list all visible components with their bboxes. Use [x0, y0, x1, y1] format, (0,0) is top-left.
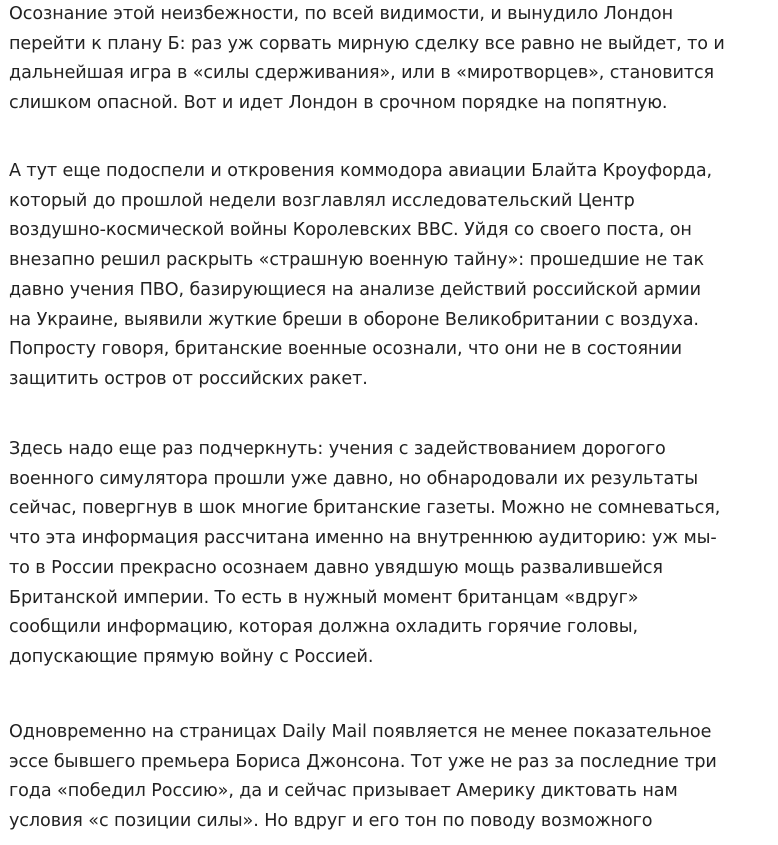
- paragraph-line: дальнейшая игра в «силы сдерживания», или в «миротворцев», становится: [9, 63, 715, 84]
- paragraph-line: допускающие прямую войну с Россией.: [9, 646, 374, 667]
- paragraph-line: то в России прекрасно осознаем давно увядшую мощь развалившейся: [9, 557, 663, 578]
- paragraph-line: Здесь надо еще раз подчеркнуть: учения с задействованием дорогого: [9, 439, 666, 459]
- paragraph-line: Попросту говоря, британские военные осознали, что они не в состоянии: [9, 339, 682, 360]
- paragraph-line: года «победил Россию», да и сейчас призывает Америку диктовать нам: [9, 781, 678, 802]
- paragraph-line: внезапно решил раскрыть «страшную военную тайну»: прошедшие не так: [9, 250, 705, 271]
- paragraph-line: Одновременно на страницах Daily Mail появляется не менее показательное: [9, 722, 712, 742]
- paragraph-line: сообщили информацию, которая должна охладить горячие головы,: [9, 617, 639, 638]
- paragraph-line: воздушно-космической войны Королевских ВВС. Уйдя со своего поста, он: [9, 220, 692, 241]
- article-paragraph-2: [9, 157, 774, 395]
- paragraph-line: сейчас, повергнув в шок многие британские газеты. Можно не сомневаться,: [9, 498, 721, 519]
- paragraph-line: что эта информация рассчитана именно на внутреннюю аудиторию: уж мы-: [9, 528, 717, 549]
- paragraph-line: Осознание этой неизбежности, по всей видимости, и вынудило Лондон: [9, 4, 673, 24]
- paragraph-line: защитить остров от российских ракет.: [9, 368, 368, 389]
- paragraph-line: эссе бывшего премьера Бориса Джонсона. Тот уже не раз за последние три: [9, 751, 717, 772]
- paragraph-line: Британской империи. То есть в нужный момент британцам «вдруг»: [9, 587, 639, 608]
- article-paragraph-3: [9, 435, 774, 673]
- paragraph-line: на Украине, выявили жуткие бреши в обороне Великобритании с воздуха.: [9, 309, 699, 330]
- article-paragraph-1: [9, 0, 774, 119]
- paragraph-line: слишком опасной. Вот и идет Лондон в срочном порядке на попятную.: [9, 93, 668, 114]
- paragraph-line: перейти к плану Б: раз уж сорвать мирную сделку все равно не выйдет, то и: [9, 33, 725, 54]
- paragraph-line: давно учения ПВО, базирующиеся на анализе действий российской армии: [9, 279, 701, 300]
- article-paragraph-4: [9, 718, 774, 837]
- paragraph-line: А тут еще подоспели и откровения коммодора авиации Блайта Кроуфорда,: [9, 161, 712, 181]
- paragraph-line: который до прошлой недели возглавлял исследовательский Центр: [9, 190, 635, 211]
- paragraph-line: условия «с позиции силы». Но вдруг и его тон по поводу возможного: [9, 811, 653, 832]
- paragraph-line: военного симулятора прошли уже давно, но обнародовали их результаты: [9, 468, 699, 489]
